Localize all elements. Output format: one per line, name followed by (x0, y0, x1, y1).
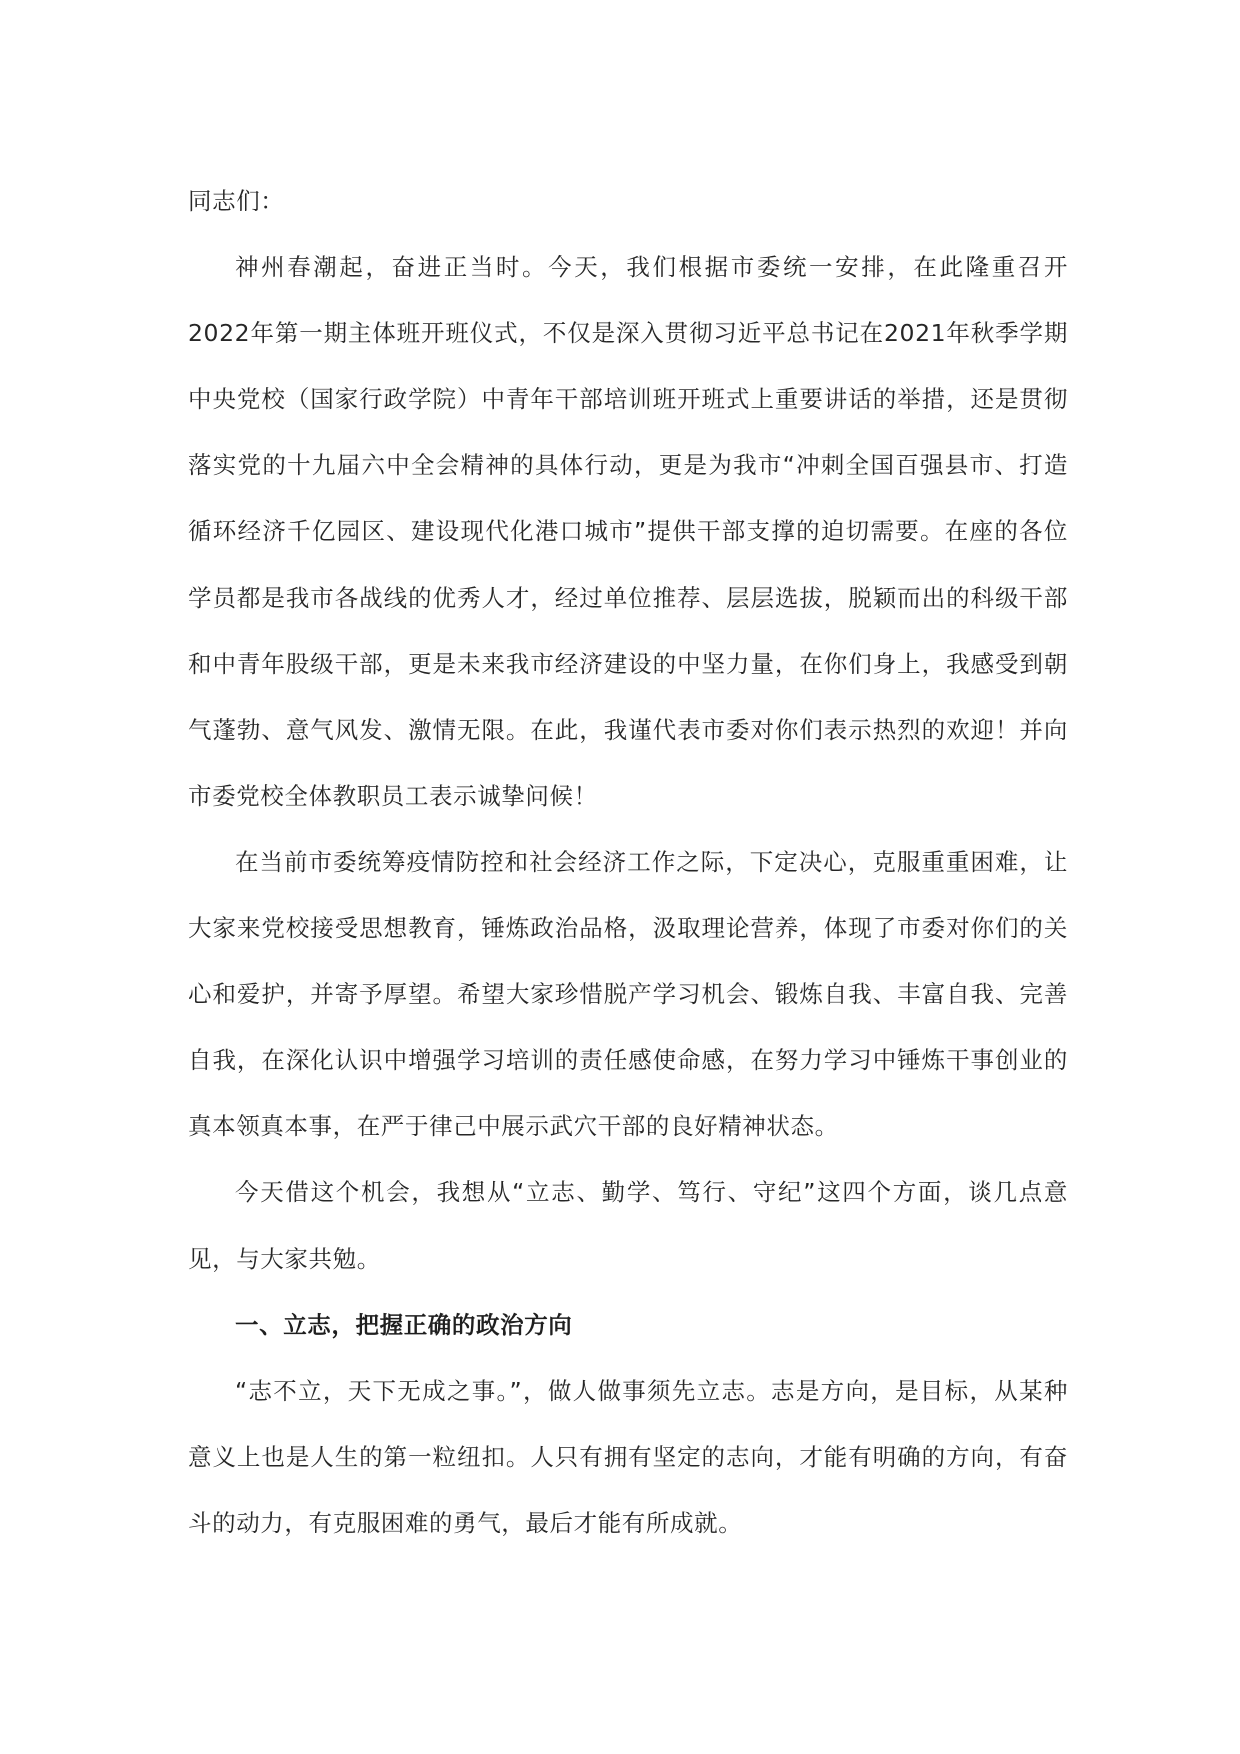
salutation: 同志们： (188, 187, 285, 215)
document-body (188, 168, 1068, 1556)
paragraph-opening: 神州春潮起，奋进正当时。今天，我们根据市委统一安排，在此隆重召开2022年第一期主体班开班仪式，不仅是深入贯彻习近平总书记在2021年秋季学期中央党校（国家行政学院）中青年干部培训班开班式上重要讲话的举措，还是贯彻落实党的十九届六中全会精神的具体行动，更是为我市“冲刺全国百强县市、打造循环经济千亿园区、建设现代化港口城市”提供干部支撑的迫切需要。在座的各位学员都是我市各战线的优秀人才，经过单位推荐、层层选拔，脱颖而出的科级干部和中青年股级干部，更是未来我市经济建设的中坚力量，在你们身上，我感受到朝气蓬勃、意气风发、激情无限。在此，我谨代表市委对你们表示热烈的欢迎！并向市委党校全体教职员工表示诚挚问候！ (188, 253, 1068, 810)
section-paragraph: “志不立，天下无成之事。”，做人做事须先立志。志是方向，是目标，从某种意义上也是人生的第一粒纽扣。人只有拥有坚定的志向，才能有明确的方向，有奋斗的动力，有克服困难的勇气，最后才能有所成就。 (188, 1376, 1068, 1537)
section-heading: 一、立志，把握正确的政治方向 (235, 1310, 573, 1339)
paragraph-outline: 今天借这个机会，我想从“立志、勤学、笃行、守纪”这四个方面，谈几点意见，与大家共勉。 (188, 1178, 1068, 1273)
paragraph-expectations: 在当前市委统筹疫情防控和社会经济工作之际，下定决心，克服重重困难，让大家来党校接受思想教育，锤炼政治品格，汲取理论营养，体现了市委对你们的关心和爱护，并寄予厚望。希望大家珍惜脱产学习机会、锻炼自我、丰富自我、完善自我，在深化认识中增强学习培训的责任感使命感，在努力学习中锤炼干事创业的真本领真本事，在严于律己中展示武穴干部的良好精神状态。 (188, 847, 1068, 1141)
